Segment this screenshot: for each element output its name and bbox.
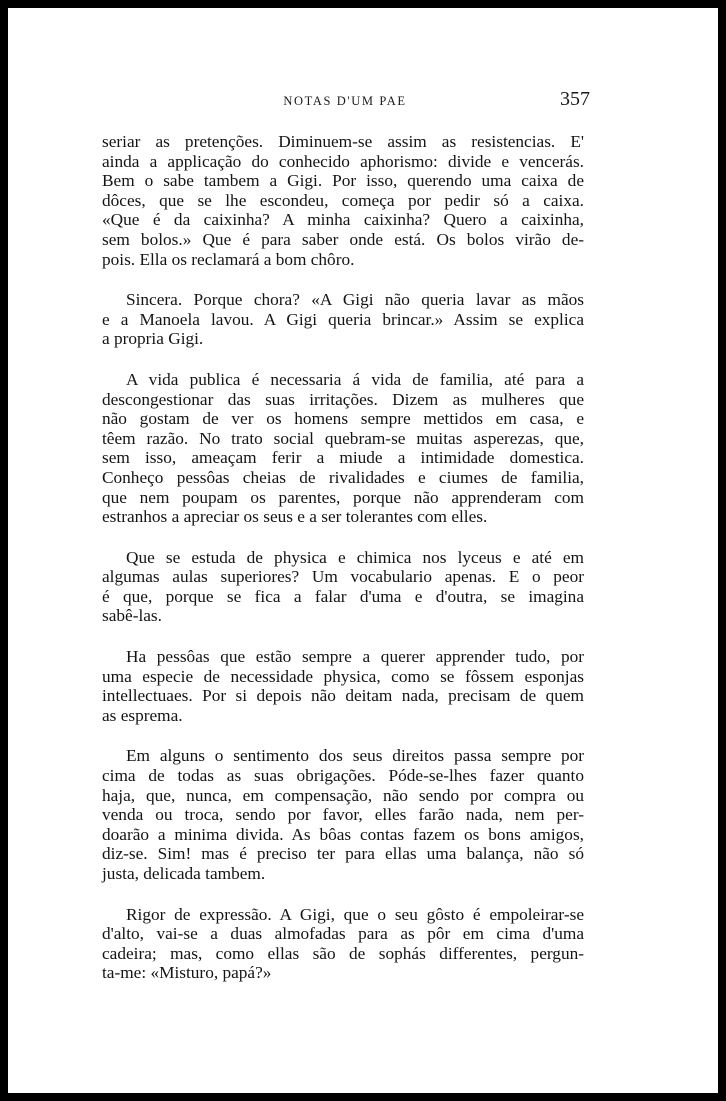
running-title: NOTAS D'UM PAE [283,94,407,108]
text-line: doarão a minima divida. As bôas contas fazem os bons amigos, [102,824,584,844]
text-line: haja, que, nunca, em compensação, não sendo por compra ou [102,785,584,805]
text-line: uma especie de necessidade physica, como se fôssem esponjas [102,666,584,686]
text-line: a propria Gigi. [102,329,204,349]
text-line: «Que é da caixinha? A minha caixinha? Quero a caixinha, [102,210,584,230]
text-line: ainda a applicação do conhecido aphorismo: divide e vencerás. [102,151,584,171]
text-line: que nem poupam os parentes, porque não apprenderam com [102,487,584,507]
text-line: justa, delicada tambem. [102,864,266,883]
text-line: pois. Ella os reclamará a bom chôro. [102,249,355,269]
text-line: sem bolos.» Que é para saber onde está. Os bolos virão de- [102,229,584,249]
text-line: seriar as pretenções. Diminuem-se assim as resistencias. E' [102,132,584,151]
text-line: Que se estuda de physica e chimica nos lyceus e até em [126,547,584,567]
paragraph [102,290,584,349]
text-line: d'alto, vai-se a duas almofadas para as pôr em cima d'uma [102,924,584,944]
paragraph [102,905,584,983]
text-line: não gostam de ver os homens sempre mettidos em casa, e [102,409,584,429]
body-text [102,132,584,983]
paragraph [102,647,584,725]
text-line: estranhos a apreciar os seus e a ser tolerantes com elles. [102,507,488,527]
text-line: A vida publica é necessaria á vida de familia, até para a [126,369,584,389]
text-line: dôces, que se lhe escondeu, começa por pedir só a caixa. [102,190,584,210]
paragraph [102,370,584,527]
paragraph [102,746,584,883]
paragraph-gap [102,725,584,746]
paragraph-gap [102,269,584,290]
text-line: Sincera. Porque chora? «A Gigi não queria lavar as mãos [126,290,584,310]
text-line: venda ou troca, sendo por favor, elles farão nada, nem per- [102,805,584,825]
book-page [8,8,718,1093]
text-line: sem isso, ameaçam ferir a miude a intimidade domestica. [102,448,584,468]
text-line: diz-se. Sim! mas é preciso ter para ellas uma balança, não só [102,844,584,864]
text-line: têem razão. No trato social quebram-se muitas asperezas, que, [102,428,584,448]
text-line: é que, porque se fica a falar d'uma e d'outra, se imagina [102,586,584,606]
text-line: algumas aulas superiores? Um vocabulario apenas. E o peor [102,567,584,587]
text-line: Rigor de expressão. A Gigi, que o seu gôsto é empoleirar-se [126,904,584,924]
text-line: Bem o sabe tambem a Gigi. Por isso, querendo uma caixa de [102,171,584,191]
text-line: as esprema. [102,705,183,725]
text-line: Ha pessôas que estão sempre a querer apprender tudo, por [126,647,584,667]
page-number: 357 [560,88,590,110]
text-line: ta-me: «Misturo, papá?» [102,963,272,983]
text-line: Conheço pessôas cheias de rivalidades e ciumes de familia, [102,467,584,487]
text-line: cadeira; mas, como ellas são de sophás differentes, pergun- [102,943,584,963]
text-line: sabê-las. [102,606,162,626]
paragraph-gap [102,884,584,905]
text-line: Em alguns o sentimento dos seus direitos passa sempre por [126,746,584,766]
page-header [108,88,590,118]
paragraph-gap [102,349,584,370]
paragraph-gap [102,626,584,647]
paragraph [102,548,584,626]
paragraph [102,132,584,269]
text-line: e a Manoela lavou. A Gigi queria brincar.» Assim se explica [102,309,584,329]
paragraph-gap [102,527,584,548]
text-line: cima de todas as suas obrigações. Póde-se-lhes fazer quanto [102,766,584,786]
text-line: descongestionar das suas irritações. Dizem as mulheres que [102,389,584,409]
text-line: intellectuaes. Por si depois não deitam nada, precisam de quem [102,686,584,706]
